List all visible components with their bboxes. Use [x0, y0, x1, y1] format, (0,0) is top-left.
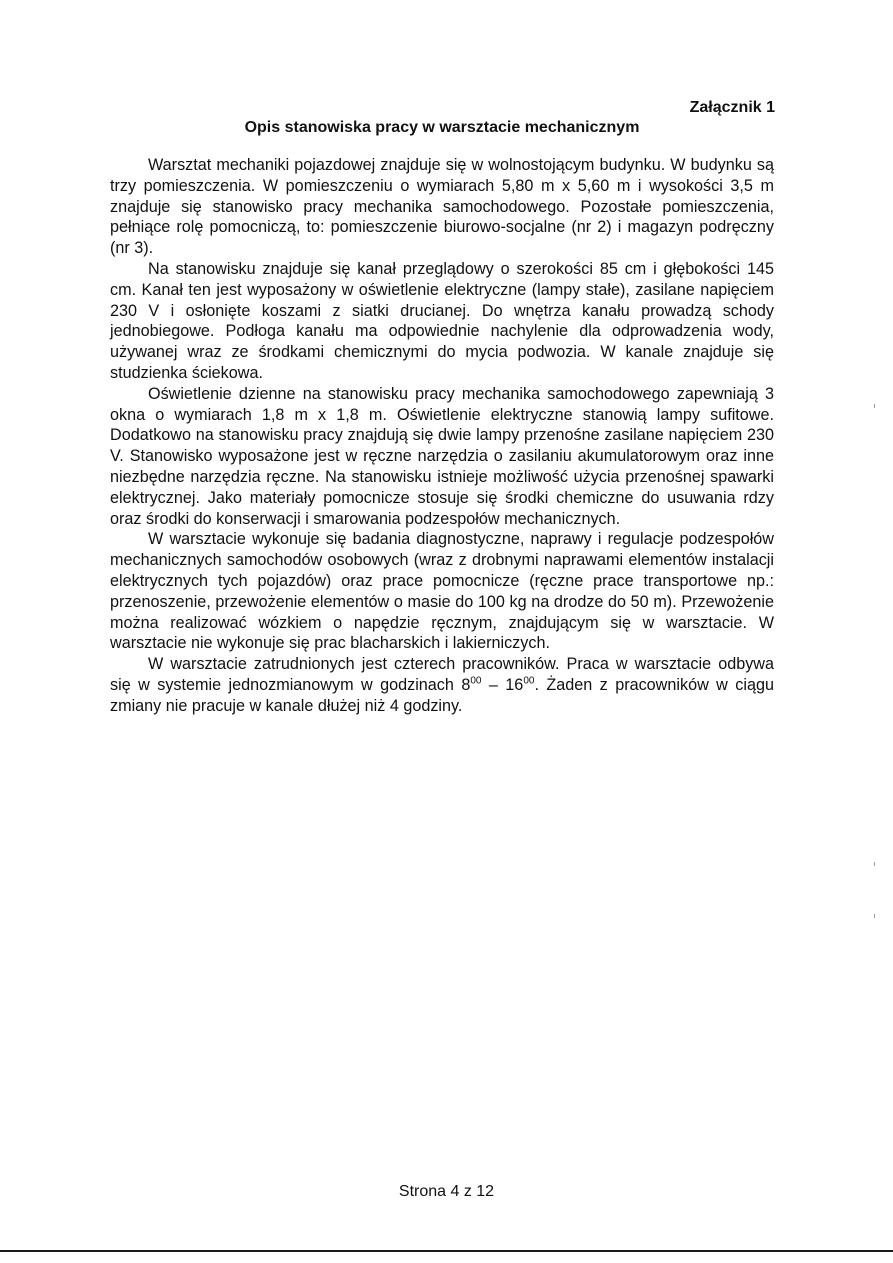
scan-speck [874, 404, 875, 408]
annex-label: Załącznik 1 [689, 99, 775, 116]
document-body [110, 155, 774, 717]
staff-text-part1: W warsztacie zatrudnionych jest czterech pracowników. Praca w warsztacie odbywa się w systemie jednozmianowym w godzinach 8 [110, 655, 774, 694]
bottom-scan-edge-line [0, 1250, 893, 1252]
end-hour-minutes: 00 [523, 675, 535, 687]
paragraph-lighting-equipment: Oświetlenie dzienne na stanowisku pracy mechanika samochodowego zapewniają 3 okna o wymiarach 1,8 m x 1,8 m. Oświetlenie elektryczne stanowią lampy sufitowe. Dodatkowo na stanowisku pracy znajdują się dwie lampy przenośne zasilane napięciem 230 V. Stanowisko wyposażone jest w ręczne narzędzia o zasilaniu akumulatorowym oraz inne niezbędne narzędzia ręczne. Na stanowisku istnieje możliwość użycia przenośnej spawarki elektrycznej. Jako materiały pomocnicze stosuje się środki chemiczne do usuwania rdzy oraz środki do konserwacji i smarowania podzespołów mechanicznych. [110, 384, 774, 528]
page-number: Strona 4 z 12 [398, 1183, 495, 1200]
page-title: Opis stanowiska pracy w warsztacie mechanicznym [244, 119, 640, 136]
staff-text-part2: . Żaden z pracowników w ciągu zmiany nie pracuje w kanale dłużej niż 4 godziny. [110, 675, 774, 715]
paragraph-staff-hours [110, 654, 774, 716]
paragraph-inspection-pit: Na stanowisku znajduje się kanał przeglądowy o szerokości 85 cm i głębokości 145 cm. Kanał ten jest wyposażony w oświetlenie elektryczne (lampy stałe), zasilane napięciem 230 V i osłonięte koszami z siatki drucianej. Do wnętrza kanału prowadzą schody jednobiegowe. Podłoga kanału ma odpowiednie nachylenie dla odprowadzenia wody, używanej wraz ze środkami chemicznymi do mycia podwozia. W kanale znajduje się studzienka ściekowa. [110, 259, 774, 382]
start-hour-minutes: 00 [470, 675, 482, 687]
scan-speck [874, 862, 875, 866]
paragraph-building: Warsztat mechaniki pojazdowej znajduje się w wolnostojącym budynku. W budynku są trzy pomieszczenia. W pomieszczeniu o wymiarach 5,80 m x 5,60 m i wysokości 3,5 m znajduje się stanowisko pracy mechanika samochodowego. Pozostałe pomieszczenia, pełniące rolę pomocniczą, to: pomieszczenie biurowo-socjalne (nr 2) i magazyn podręczny (nr 3). [110, 156, 774, 258]
hours-dash-end: – 16 [481, 675, 524, 694]
scan-speck [874, 914, 875, 918]
paragraph-work-scope: W warsztacie wykonuje się badania diagnostyczne, naprawy i regulacje podzespołów mechanicznych samochodów osobowych (wraz z drobnymi naprawami elementów instalacji elektrycznych tych pojazdów) oraz prace pomocnicze (ręczne prace transportowe np.: przenoszenie, przewożenie elementów o masie do 100 kg na drodze do 50 m). Przewożenie można realizować wózkiem o napędzie ręcznym, znajdującym się w warsztacie. W warsztacie nie wykonuje się prac blacharskich i lakierniczych. [110, 530, 774, 653]
